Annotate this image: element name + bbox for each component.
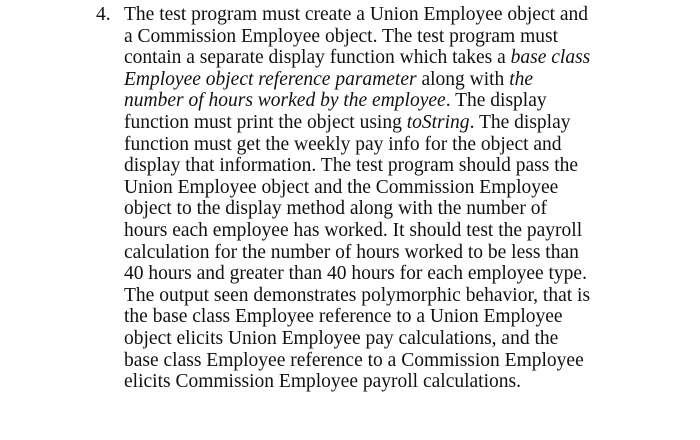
text-segment: a Commission Employee object. The test program must bbox=[124, 25, 558, 47]
text-line bbox=[96, 306, 656, 328]
text-line bbox=[96, 112, 656, 134]
text-line bbox=[96, 177, 656, 199]
text-segment: elicits Commission Employee payroll calculations. bbox=[124, 371, 521, 393]
text-line bbox=[96, 198, 656, 220]
text-line bbox=[96, 26, 656, 48]
italic-text-segment: base class bbox=[510, 47, 591, 69]
text-segment: function must print the object using bbox=[124, 111, 407, 133]
text-segment: object to the display method along with the number of bbox=[124, 198, 547, 220]
text-segment: . The display bbox=[469, 111, 571, 133]
item-number: 4. bbox=[96, 4, 111, 25]
text-line bbox=[96, 285, 656, 307]
text-segment: display that information. The test program should pass the bbox=[124, 155, 579, 177]
text-segment: function must get the weekly pay info for the object and bbox=[124, 133, 562, 155]
text-segment: The output seen demonstrates polymorphic behavior, that is bbox=[124, 284, 591, 306]
text-line bbox=[96, 4, 656, 26]
text-line bbox=[96, 350, 656, 372]
text-line bbox=[96, 371, 656, 393]
text-segment: object elicits Union Employee pay calculations, and the bbox=[124, 327, 559, 349]
text-line bbox=[96, 69, 656, 91]
text-segment: contain a separate display function which takes a bbox=[124, 47, 511, 69]
text-line bbox=[96, 47, 656, 69]
text-segment: . The display bbox=[445, 90, 547, 112]
text-line bbox=[96, 134, 656, 156]
text-segment: hours each employee has worked. It should test the payroll bbox=[124, 219, 583, 241]
text-segment: 40 hours and greater than 40 hours for each employee type. bbox=[124, 263, 587, 285]
paragraph-lines bbox=[96, 4, 656, 393]
italic-text-segment: toString bbox=[406, 111, 470, 133]
text-line bbox=[96, 90, 656, 112]
text-line bbox=[96, 263, 656, 285]
italic-text-segment: Employee object reference parameter bbox=[124, 68, 417, 90]
text-line bbox=[96, 328, 656, 350]
numbered-paragraph bbox=[96, 4, 656, 393]
text-segment: base class Employee reference to a Commission Employee bbox=[124, 349, 584, 371]
text-segment: the base class Employee reference to a Union Employee bbox=[124, 306, 563, 328]
text-line bbox=[96, 242, 656, 264]
text-segment: The test program must create a Union Employee object and bbox=[124, 4, 589, 25]
text-segment: along with bbox=[416, 68, 510, 90]
text-segment: calculation for the number of hours worked to be less than bbox=[124, 241, 579, 263]
text-line bbox=[96, 155, 656, 177]
text-segment: Union Employee object and the Commission Employee bbox=[124, 176, 559, 198]
text-line bbox=[96, 220, 656, 242]
italic-text-segment: number of hours worked by the employee bbox=[124, 90, 446, 112]
italic-text-segment: the bbox=[509, 68, 534, 90]
